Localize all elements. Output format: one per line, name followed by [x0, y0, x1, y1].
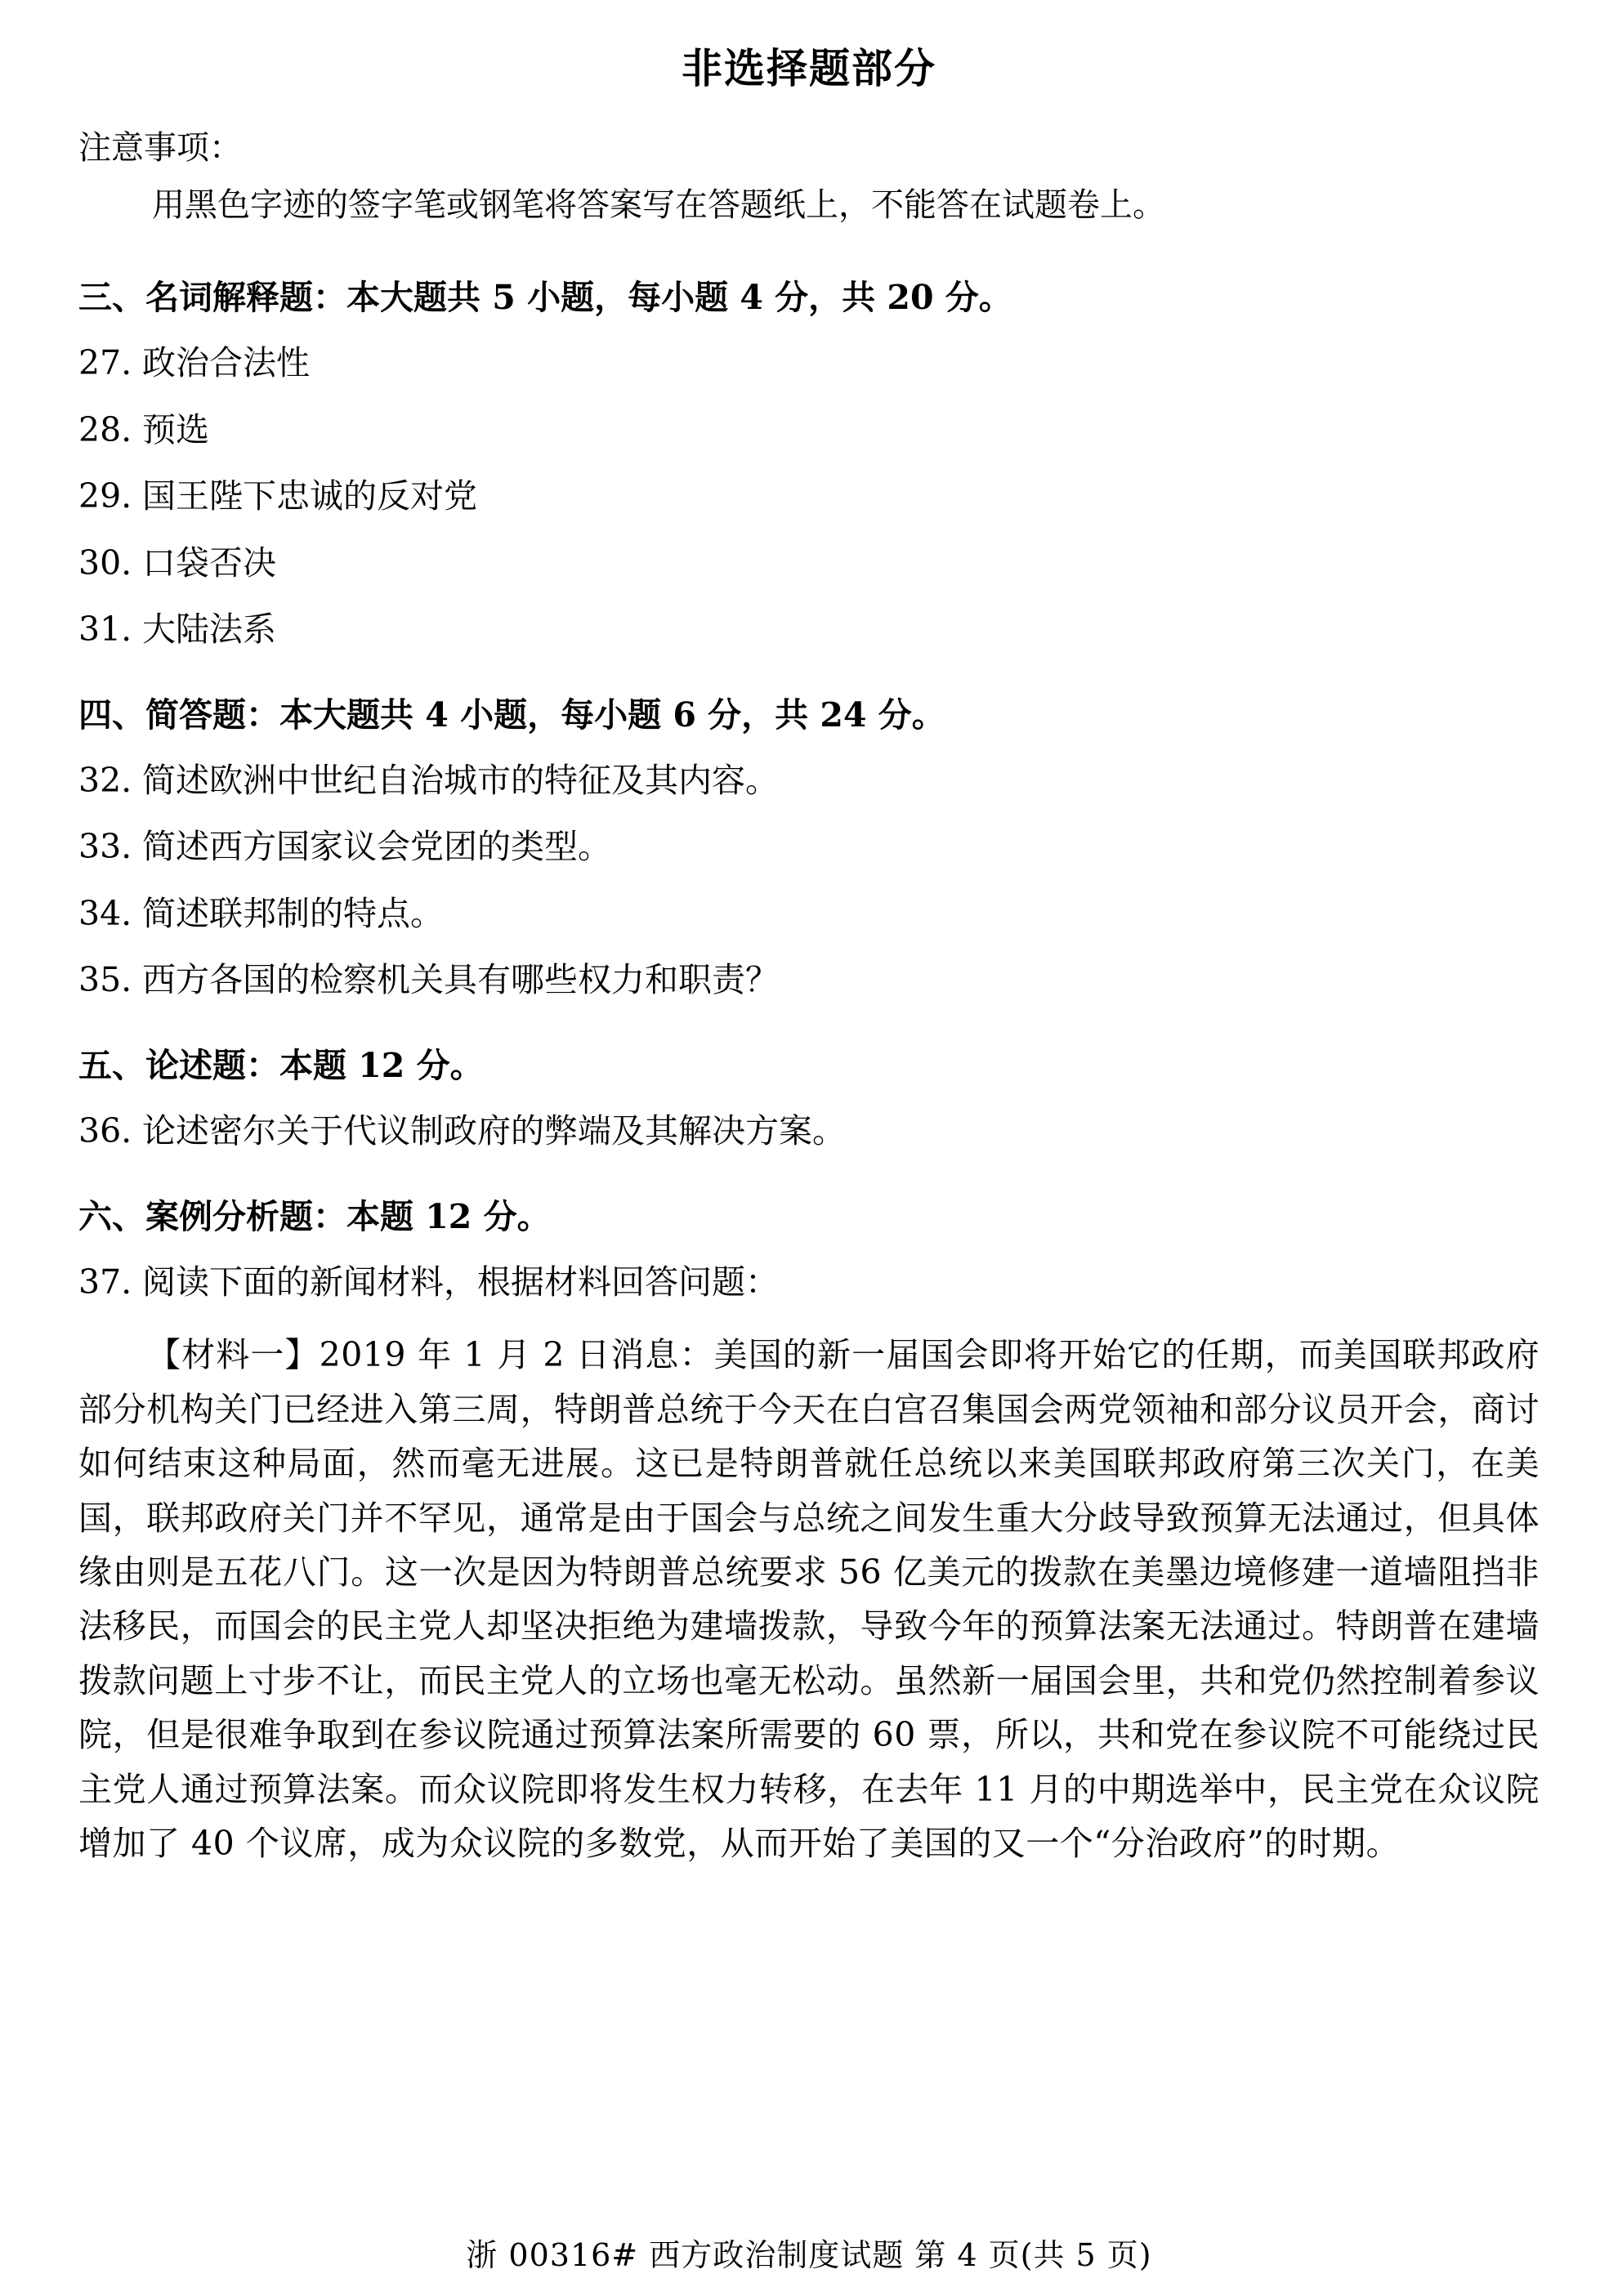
question-item [78, 1258, 1540, 1307]
notice-body: 用黑色字迹的签字笔或钢笔将答案写在答题纸上，不能答在试题卷上。 [152, 186, 1165, 224]
question-text: 预选 [142, 409, 209, 449]
question-item [78, 1107, 1540, 1155]
section-heading-6: 六、案例分析题：本题 12 分。 [78, 1196, 551, 1236]
question-text: 大陆法系 [142, 610, 276, 650]
question-text: 国王陛下忠诚的反对党 [142, 476, 477, 516]
question-text: 政治合法性 [142, 343, 310, 383]
question-number: 30. [78, 543, 132, 583]
question-item [78, 539, 1540, 587]
page-footer: 浙 00316# 西方政治制度试题 第 4 页(共 5 页) [466, 2237, 1152, 2273]
question-number: 31. [78, 610, 132, 650]
section-heading-3: 三、名词解释题：本大题共 5 小题，每小题 4 分，共 20 分。 [78, 278, 1012, 317]
question-text: 西方各国的检察机关具有哪些权力和职责？ [142, 960, 779, 1000]
question-item [78, 956, 1540, 1004]
notice-label: 注意事项： [78, 129, 242, 167]
question-text: 简述欧洲中世纪自治城市的特征及其内容。 [142, 760, 779, 800]
section-heading-4: 四、简答题：本大题共 4 小题，每小题 6 分，共 24 分。 [78, 695, 945, 735]
question-number: 28. [78, 409, 132, 449]
question-item [78, 472, 1540, 520]
question-number: 33. [78, 827, 132, 867]
question-number: 27. [78, 343, 132, 383]
question-item [78, 339, 1540, 387]
question-number: 32. [78, 760, 132, 800]
question-number: 37. [78, 1262, 132, 1302]
question-text: 简述联邦制的特点。 [142, 893, 444, 933]
material-paragraph: 【材料一】2019 年 1 月 2 日消息：美国的新一届国会即将开始它的任期，而美国联邦政府部分机构关门已经进入第三周，特朗普总统于今天在白宫召集国会两党领袖和部分议员开会，商讨如何结束这种局面，然而毫无进展。这已是特朗普就任总统以来美国联邦政府第三次关门，在美国，联邦政府关门并不罕见，通常是由于国会与总统之间发生重大分歧导致预算无法通过，但具体缘由则是五花八门。这一次是因为特朗普总统要求 56 亿美元的拨款在美墨边境修建一道墙阻挡非法移民，而国会的民主党人却坚决拒绝为建墙拨款，导致今年的预算法案无法通过。特朗普在建墙拨款问题上寸步不让，而民主党人的立场也毫无松动。虽然新一届国会里，共和党仍然控制着参议院，但是很难争取到在参议院通过预算法案所需要的 60 票，所以，共和党在参议院不可能绕过民主党人通过预算法案。而众议院即将发生权力转移，在去年 11 月的中期选举中，民主党在众议院增加了 40 个议席，成为众议院的多数党，从而开始了美国的又一个“分治政府”的时期。 [78, 1335, 1540, 1864]
question-text: 阅读下面的新闻材料，根据材料回答问题： [142, 1262, 779, 1302]
question-item [78, 757, 1540, 805]
question-number: 29. [78, 476, 132, 516]
question-number: 35. [78, 960, 132, 1000]
question-item [78, 406, 1540, 454]
question-text: 简述西方国家议会党团的类型。 [142, 827, 611, 867]
question-number: 36. [78, 1111, 132, 1151]
question-item [78, 605, 1540, 654]
question-text: 论述密尔关于代议制政府的弊端及其解决方案。 [142, 1111, 846, 1151]
question-item [78, 890, 1540, 938]
question-item [78, 823, 1540, 871]
question-text: 口袋否决 [142, 543, 276, 583]
page-title: 非选择题部分 [682, 44, 936, 92]
section-heading-5: 五、论述题：本题 12 分。 [78, 1045, 484, 1085]
question-number: 34. [78, 893, 132, 933]
